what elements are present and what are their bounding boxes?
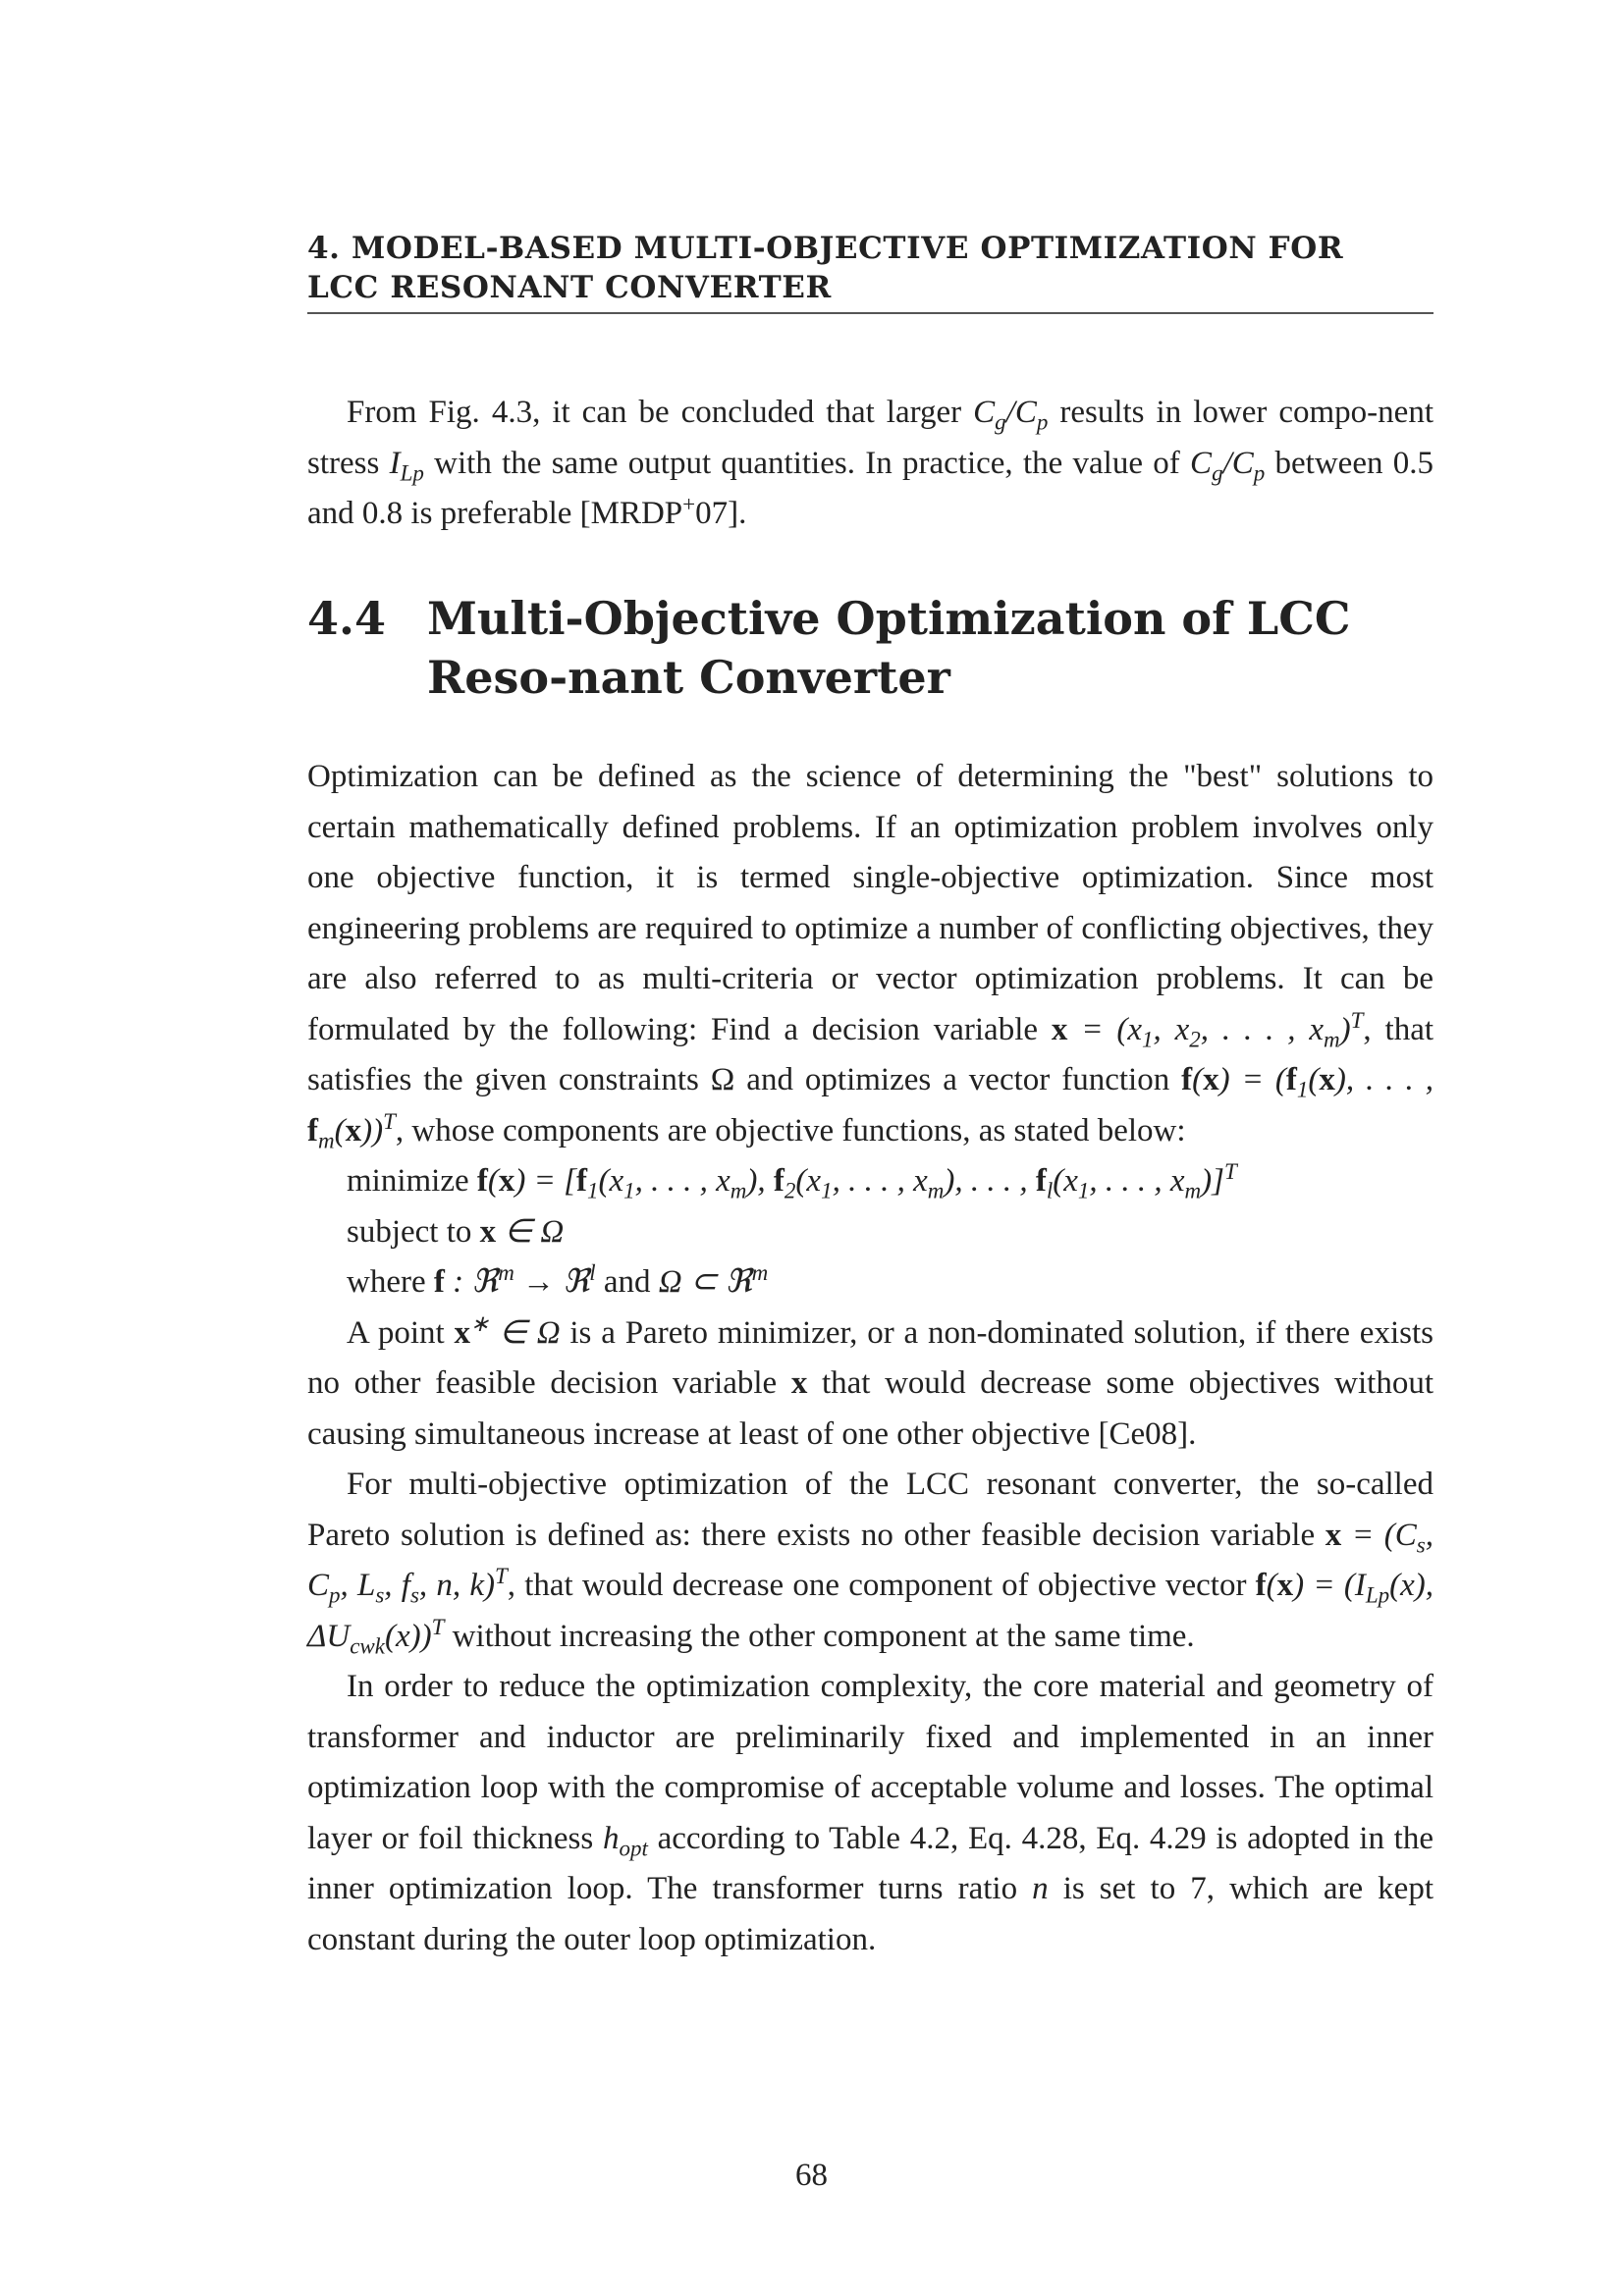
math-decision-vector: $x = (C_s$, $C_p$, $L_s$, $f_s$, n, k)$^T$ [307, 1517, 1434, 1608]
def-text-3: , whose components are objective functions, as stated below: [395, 1112, 1186, 1148]
running-head [307, 229, 1434, 307]
math-mapping: f : ℜ$^m$ → ℜ$^l$ [433, 1260, 596, 1300]
inner-text-1: In order to reduce the optimization complexity, the core material and geometry of transformer and inductor are preliminarily fixed and implemented in an inner optimization loop with the compromise of acceptable volume and losses. The optimal layer or foil thickness [307, 1669, 1434, 1856]
lcc-paragraph [307, 1460, 1434, 1662]
def-text-2: , that satisfies the given constraints Ω and optimizes a vector function [307, 1011, 1434, 1097]
intro-text-2: results in lower compo-nent stress [307, 395, 1434, 481]
math-x-bold: x [790, 1365, 808, 1401]
lcc-text-1: For multi-objective optimization of the LCC resonant converter, the so-called Pareto solution is defined as: there exists no other feasible decision variable [307, 1467, 1434, 1553]
intro-text-3: with the same output quantities. In practice, the value of [423, 445, 1191, 481]
math-f-vector: $f(x) = (f_1(x)$, . . . , $f_m(x))^T$ [307, 1062, 1434, 1153]
citation-superscript: + [682, 492, 696, 516]
and-word: and [603, 1264, 651, 1300]
def-text-1: Optimization can be defined as the science of determining the "best" solutions to certain mathematically defined problems. If an optimization problem involves only one objective function, it is termed single-objective optimization. Since most engineering problems are required to optimize a number of conflicting objectives, they are also referred to as multi-criteria or vector optimization problems. It can be formulated by the following: Find a decision variable [307, 759, 1434, 1047]
running-head-line-1: 4. MODEL-BASED MULTI-OBJECTIVE OPTIMIZATION FOR [307, 231, 1344, 266]
inner-loop-paragraph [307, 1662, 1434, 1965]
definition-paragraph [307, 752, 1434, 1156]
intro-text-5: 07]. [695, 496, 747, 531]
lcc-text-2: , that would decrease one component of objective vector [507, 1568, 1256, 1603]
pareto-paragraph [307, 1308, 1434, 1461]
intro-text-4: between 0.5 and 0.8 is preferable [MRDP [307, 445, 1434, 531]
inner-text-3: is set to 7, which are kept constant during the outer loop optimization. [307, 1871, 1434, 1957]
math-cg-cp-2: $C_g/C_p$ [1190, 445, 1266, 486]
where-word: where [347, 1264, 426, 1300]
math-constraint: x ∈ Ω [479, 1213, 565, 1250]
pareto-text-1: A point [347, 1314, 455, 1351]
math-where-line [307, 1257, 1434, 1308]
math-cg-cp: $C_g/C_p$ [973, 395, 1049, 435]
minimize-word: minimize [347, 1163, 469, 1199]
math-omega-subset: Ω ⊂ ℜ$^m$ [658, 1260, 769, 1300]
page-number: 68 [795, 2158, 828, 2193]
math-n: n [1032, 1871, 1049, 1906]
subject-word: subject to [347, 1213, 472, 1250]
math-minimize-expression: $f(x) = [f_1(x_1$, . . . , $x_m$), $f_2(x_1$, . . . , $x_m$), . . . , $f_l(x_1$, . . . , $x_m)]^T$ [476, 1159, 1237, 1203]
math-objective-vector: $f(x) = (I_{Lp}(x)$, $\Delta U_{cwk}(x))^T$ [307, 1568, 1434, 1659]
body-text [307, 752, 1434, 1965]
math-h-opt: $h_{opt}$ [602, 1820, 648, 1861]
section-number: 4.4 [307, 592, 387, 645]
section-title: Multi-Objective Optimization of LCC Reso-nant Converter [427, 592, 1351, 704]
header-rule [307, 312, 1434, 314]
math-subject-line [307, 1207, 1434, 1258]
math-ilp: $I_{Lp}$ [389, 445, 424, 486]
section-heading [307, 589, 1434, 707]
math-x-star: x∗ ∈ Ω [454, 1310, 561, 1351]
intro-paragraph [307, 388, 1434, 540]
pareto-text-3: that would decrease some objectives without causing simultaneous increase at least of one other objective [Ce08]. [307, 1365, 1434, 1452]
lcc-text-3: without increasing the other component at the same time. [444, 1618, 1195, 1654]
pareto-text-2: is a Pareto minimizer, or a non-dominated solution, if there exists no other feasible decision variable [307, 1314, 1434, 1401]
intro-text-1: From Fig. 4.3, it can be concluded that larger [347, 395, 974, 430]
math-x-vector: $x = (x_1$, $x_2$, . . . , $x_m)^T$ [1051, 1007, 1364, 1052]
inner-text-2: according to Table 4.2, Eq. 4.28, Eq. 4.29 is adopted in the inner optimization loop. The transformer turns ratio [307, 1820, 1434, 1906]
math-minimize-line [307, 1156, 1434, 1207]
running-head-line-2: LCC RESONANT CONVERTER [307, 270, 832, 305]
